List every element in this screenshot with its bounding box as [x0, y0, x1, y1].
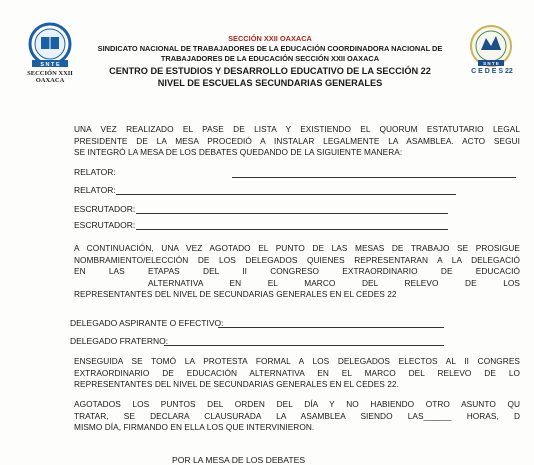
closing-line-3: MISMO DÍA, FIRMANDO EN ELLA LOS QUE INTERVINIERON.	[74, 422, 315, 432]
escrutador-line-1[interactable]	[136, 213, 448, 214]
delegado-fraterno-label: DELEGADO FRATERNO:	[70, 336, 169, 346]
signature-heading: POR LA MESA DE LOS DEBATES	[172, 455, 306, 465]
closing-paragraph	[74, 399, 520, 434]
relator-line-2[interactable]	[116, 194, 456, 195]
relator-label-1: RELATOR:	[74, 167, 116, 177]
closing-line-2: TRATAR, SE DECLARA CLAUSURADA LA ASAMBLEA SIENDO LAS______ HORAS, D	[74, 410, 520, 421]
continuation-line-2: NOMBRAMIENTO/ELECCIÓN DE LOS DELEGADOS QUIENES REPRESENTARAN A LA DELEGACIÓ	[74, 254, 520, 265]
header-section: SECCIÓN XXII OAXACA	[228, 34, 312, 43]
right-logo-caption: C E D E S 22	[471, 68, 513, 75]
intro-paragraph	[74, 124, 520, 159]
continuation-line-3: EN LAS ETAPAS DEL II CONGRESO EXTRAORDINARIO DE EDUCACIÓ	[74, 266, 520, 276]
continuation-line-4: ALTERNATIVA EN EL MARCO DEL RELEVO DE LOS	[148, 277, 520, 288]
left-logo-caption	[18, 70, 82, 84]
protesta-line-1: ENSEGUIDA SE TOMÓ LA PROTESTA FORMAL A LOS DELEGADOS ELECTOS AL II CONGRES	[74, 356, 520, 366]
escrutador-label-1: ESCRUTADOR:	[74, 204, 136, 214]
relator-line-1[interactable]	[232, 177, 516, 178]
header-union-2: TRABAJADORES DE LA EDUCACIÓN SECCIÓN XXII OAXACA	[160, 54, 380, 63]
right-logo-badge: S N T E	[483, 61, 499, 66]
closing-line-1: AGOTADOS LOS PUNTOS DEL ORDEN DEL DÍA Y NO HABIENDO OTRO ASUNTO QU	[74, 399, 520, 409]
protesta-line-2: EXTRAORDINARIO DE EDUCACIÓN ALTERNATIVA EN EL MARCO DEL RELEVO DE LO	[74, 367, 520, 378]
left-logo-badge: S N T E	[40, 62, 60, 68]
intro-line-1: UNA VEZ REALIZADO EL PASE DE LISTA Y EXISTIENDO EL QUORUM ESTATUTARIO LEGAL	[74, 124, 520, 134]
continuation-paragraph	[74, 243, 520, 301]
intro-line-2: PRESIDENTE DE LA MESA PROCEDIÓ A INSTALAR LEGALMENTE LA ASAMBLEA. ACTO SEGUI	[74, 135, 520, 146]
continuation-line-1: A CONTINUACIÓN, UNA VEZ AGOTADO EL PUNTO DE LAS MESAS DE TRABAJO SE PROSIGUE	[74, 243, 520, 253]
delegado-fraterno-line[interactable]	[164, 345, 444, 346]
header-union: SINDICATO NACIONAL DE TRABAJADORES DE LA EDUCACIÓN COORDINADORA NACIONAL DE	[97, 44, 443, 53]
escrutador-label-2: ESCRUTADOR:	[74, 220, 136, 230]
protesta-line-3: REPRESENTANTES DEL NIVEL DE SECUNDARIAS GENERALES EN EL CEDES 22.	[74, 379, 399, 389]
continuation-line-5: REPRESENTANTES DEL NIVEL DE SECUNDARIAS GENERALES EN EL CEDES 22	[74, 289, 397, 299]
left-logo-caption-line1: SECCIÓN XXII	[27, 70, 73, 77]
escrutador-line-2[interactable]	[136, 229, 448, 230]
delegado-aspirante-label: DELEGADO ASPIRANTE O EFECTIVO:	[70, 318, 224, 328]
header-center: CENTRO DE ESTUDIOS Y DESARROLLO EDUCATIVO DE LA SECCIÓN 22	[109, 66, 431, 76]
protesta-paragraph	[74, 356, 520, 391]
left-logo-caption-line2: OAXACA	[35, 77, 65, 84]
delegado-aspirante-line[interactable]	[218, 327, 444, 328]
header-level: NIVEL DE ESCUELAS SECUNDARIAS GENERALES	[157, 78, 383, 88]
intro-line-3: SE INTEGRÓ LA MESA DE LOS DEBATES QUEDANDO DE LA SIGUIENTE MANERA:	[74, 147, 403, 157]
relator-label-2: RELATOR:	[74, 185, 116, 195]
